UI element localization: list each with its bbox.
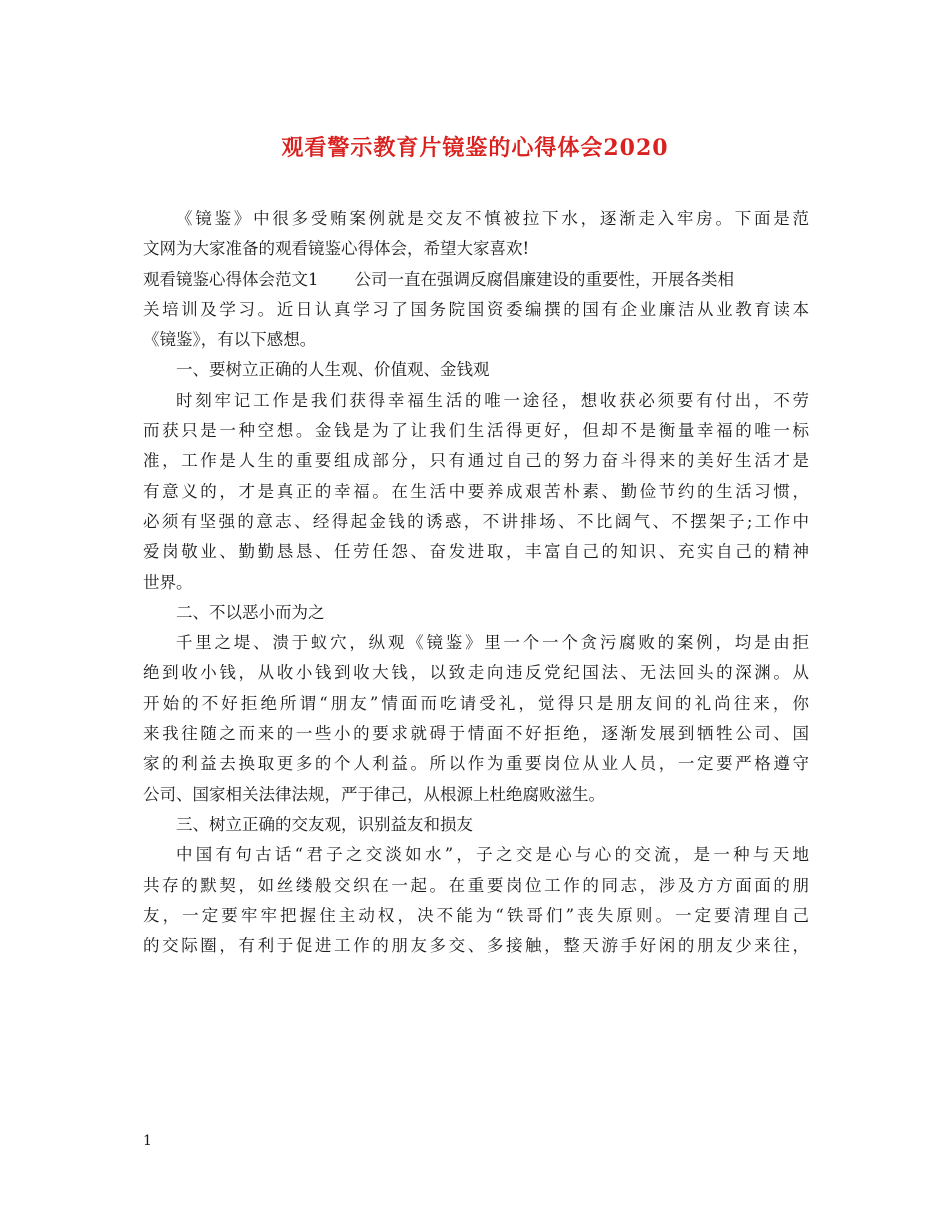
body-line: [143, 325, 809, 355]
body-line: [143, 931, 809, 961]
document-title: 观看警示教育片镜鉴的心得体会2020: [281, 135, 669, 161]
body-line-text: 二、不以恶小而为之: [176, 602, 325, 622]
body-line-text: 《镜鉴》，有以下感想。: [143, 330, 317, 350]
body-line-text: 共存的默契，如丝缕般交织在一起。在重要岗位工作的同志，涉及方方面面的朋: [143, 875, 809, 895]
body-line: [143, 446, 809, 476]
body-line-text: 家的利益去换取更多的个人利益。所以作为重要岗位从业人员，一定要严格遵守: [143, 754, 809, 774]
body-line: [143, 780, 809, 810]
body-line-text: 必须有坚强的意志、经得起金钱的诱惑，不讲排场、不比阔气、不摆架子;工作中: [143, 511, 809, 531]
body-line: [143, 840, 809, 870]
page-number: 1: [143, 1133, 152, 1149]
body-line: [143, 658, 809, 688]
body-line: [143, 749, 809, 779]
body-line-text-continued: 公司一直在强调反腐倡廉建设的重要性，开展各类相: [354, 269, 734, 289]
body-line-text: 开始的不好拒绝所谓“朋友”情面而吃请受礼，觉得只是朋友间的礼尚往来，你: [143, 693, 809, 713]
body-line-text: 中国有句古话“君子之交淡如水”，子之交是心与心的交流，是一种与天地: [176, 845, 809, 865]
body-line: [143, 568, 809, 598]
body-line-text: 准，工作是人生的重要组成部分，只有通过自己的努力奋斗得来的美好生活才是: [143, 451, 809, 471]
body-line: [143, 810, 809, 840]
body-line: [143, 265, 809, 295]
body-line-text: 的交际圈，有利于促进工作的朋友多交、多接触，整天游手好闲的朋友少来往，: [143, 936, 809, 956]
body-line-text: 观看镜鉴心得体会范文1: [143, 269, 319, 289]
body-line: [143, 386, 809, 416]
body-line-text: 世界。: [143, 572, 193, 592]
body-line-text: 千里之堤、溃于蚁穴，纵观《镜鉴》里一个一个贪污腐败的案例，均是由拒: [176, 633, 809, 653]
body-line-text: 来我往随之而来的一些小的要求就碍于情面不好拒绝，逐渐发展到牺牲公司、国: [143, 724, 809, 744]
body-line: [143, 507, 809, 537]
body-line-text: 文网为大家准备的观看镜鉴心得体会，希望大家喜欢!: [143, 239, 530, 259]
body-line: [143, 234, 809, 264]
body-line-text: 一、要树立正确的人生观、价值观、金钱观: [176, 360, 490, 380]
body-line-text: 绝到收小钱，从收小钱到收大钱，以致走向违反党纪国法、无法回头的深渊。从: [143, 663, 809, 683]
body-line-text: 而获只是一种空想。金钱是为了让我们生活得更好，但却不是衡量幸福的唯一标: [143, 421, 809, 441]
body-line-text: 友，一定要牢牢把握住主动权，决不能为“铁哥们”丧失原则。一定要清理自己: [143, 905, 809, 925]
body-line: [143, 355, 809, 385]
body-line: [143, 598, 809, 628]
body-line: [143, 204, 809, 234]
body-line-text: 三、树立正确的交友观，识别益友和损友: [176, 814, 473, 834]
body-line-text: 时刻牢记工作是我们获得幸福生活的唯一途径，想收获必须要有付出，不劳: [176, 390, 809, 410]
body-line: [143, 537, 809, 567]
body-line-text: 爱岗敬业、勤勤恳恳、任劳任怨、奋发进取，丰富自己的知识、充实自己的精神: [143, 542, 809, 562]
body-line: [143, 477, 809, 507]
body-line-text: 关培训及学习。近日认真学习了国务院国资委编撰的国有企业廉洁从业教育读本: [143, 299, 809, 319]
body-line: [143, 689, 809, 719]
body-line-text: 《镜鉴》中很多受贿案例就是交友不慎被拉下水，逐渐走入牢房。下面是范: [176, 209, 809, 228]
body-line: [143, 901, 809, 931]
body-line: [143, 295, 809, 325]
body-line-text: 公司、国家相关法律法规，严于律己，从根源上杜绝腐败滋生。: [143, 784, 605, 804]
body-line-text: 有意义的，才是真正的幸福。在生活中要养成艰苦朴素、勤俭节约的生活习惯，: [143, 481, 809, 501]
body-line: [143, 719, 809, 749]
body-line: [143, 871, 809, 901]
document-body: [143, 204, 809, 961]
body-line: [143, 416, 809, 446]
body-line: [143, 628, 809, 658]
